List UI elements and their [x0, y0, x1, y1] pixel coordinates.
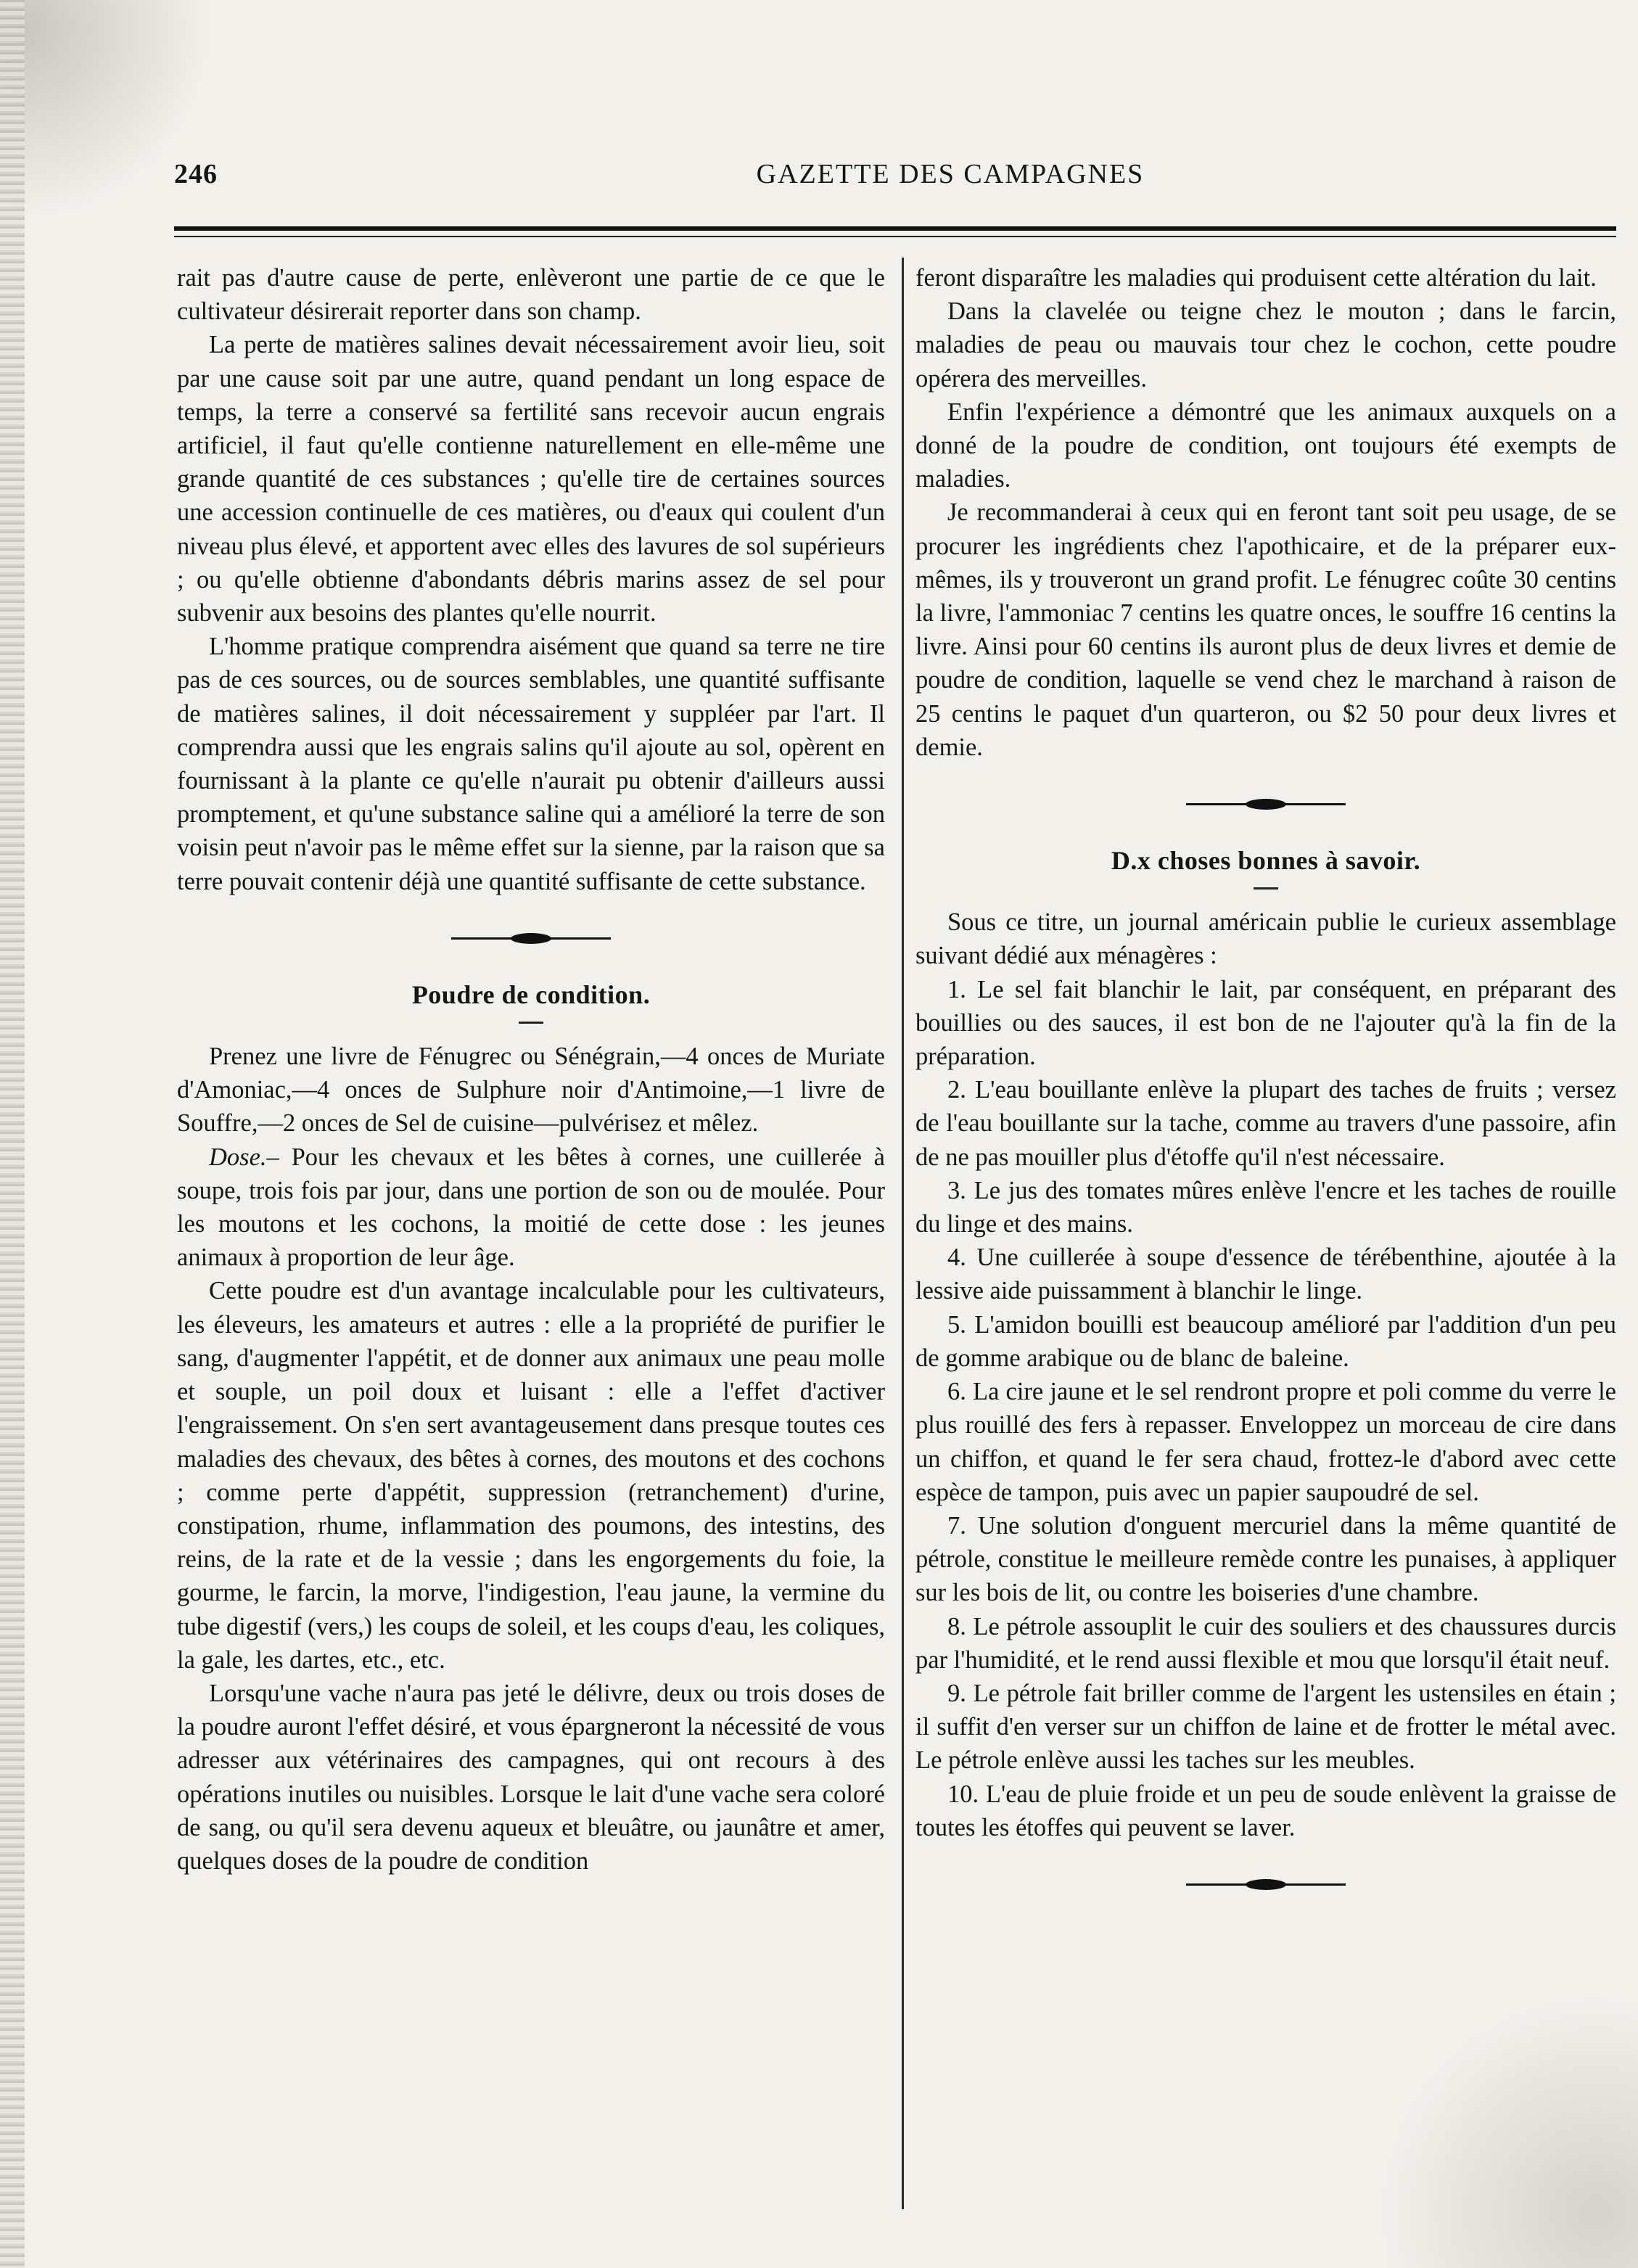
header-rule-thick — [174, 226, 1616, 231]
column-divider — [902, 258, 904, 2209]
right-paragraph-3: Enfin l'expérience a démontré que les animaux auxquels on a donné de la poudre de condition, ont toujours été exempts de maladies. — [915, 398, 1616, 493]
list-item: 5. L'amidon bouilli est beaucoup amélioré par l'addition d'un peu de gomme arabique ou de blanc de baleine. — [915, 1310, 1616, 1372]
list-item: 7. Une solution d'onguent mercuriel dans la même quantité de pétrole, constitue le meilleure remède contre les punaises, à appliquer sur les bois de lit, ou contre les boiseries d'une chambre. — [915, 1511, 1616, 1607]
ornament-bead — [511, 933, 551, 944]
running-title: GAZETTE DES CAMPAGNES — [756, 159, 1145, 189]
left-paragraph-1: rait pas d'autre cause de perte, enlèveront une partie de ce que le cultivateur désirerait reporter dans son champ. — [177, 264, 885, 326]
list-item: 4. Une cuillerée à soupe d'essence de térébenthine, ajoutée à la lessive aide puissamment à blanchir le linge. — [915, 1244, 1616, 1305]
left-paragraph-2: La perte de matières salines devait nécessairement avoir lieu, soit par une cause soit par une autre, quand pendant un long espace de temps, la terre a conservé sa fertilité sans recevoir aucun engrais artificiel, il faut qu'elle contienne naturellement en elle-même une grande quantité de ces substances ; qu'elle tire de certaines sources une accession continuelle de ces matières, ou d'eaux qui coulent d'un niveau plus élevé, et apportent avec elles des lavures de sol supérieurs ; ou qu'elle obtienne d'abondants débris marins assez de sel pour subvenir aux besoins des plantes qu'elle nourrit. — [177, 331, 885, 628]
title-dash — [1254, 887, 1278, 889]
scan-edge — [0, 0, 25, 2268]
list-item: 6. La cire jaune et le sel rendront propre et poli comme du verre le plus rouillé des fers à repasser. Enveloppez un morceau de cire dans un chiffon, et quand le fer sera chaud, frottez-le d'abord avec cette espèce de tampon, puis avec un papier saupoudré de sel. — [915, 1378, 1616, 1506]
page-number: 246 — [174, 159, 218, 189]
right-paragraph-1: feront disparaître les maladies qui produisent cette altération du lait. — [915, 264, 1597, 292]
right-paragraph-4: Je recommanderai à ceux qui en feront tant soit peu usage, de se procurer les ingrédients chez l'apothicaire, et de la préparer eux-mêmes, ils y trouveront un grand profit. Le fénugrec coûte 30 centins la livre, l'ammoniac 7 centins les quatre onces, le souffre 16 centins la livre. Ainsi pour 60 centins ils auront plus de deux livres et demie de poudre de condition, laquelle se vend chez le marchand à raison de 25 centins le paquet d'un quarteron, ou $2 50 pour deux livres et demie. — [915, 498, 1616, 761]
section-ornament — [177, 898, 885, 978]
section-title-poudre: Poudre de condition. — [411, 979, 651, 1009]
right-paragraph-2: Dans la clavelée ou teigne chez le mouton ; dans le farcin, maladies de peau ou mauvais tour chez le cochon, cette poudre opérera des merveilles. — [915, 297, 1616, 393]
dose-paragraph — [177, 1141, 885, 1275]
ornament-bead — [1246, 799, 1286, 810]
ornament-bead — [1246, 1879, 1286, 1890]
page-header — [174, 158, 1618, 202]
section-ornament — [915, 764, 1616, 844]
left-column — [177, 261, 885, 1878]
list-item: 1. Le sel fait blanchir le lait, par conséquent, en préparant des bouillies ou des sauces, il est bon de ne l'ajouter qu'à la fin de la préparation. — [915, 975, 1616, 1071]
dose-label: Dose. — [209, 1143, 267, 1171]
list-item: 3. Le jus des tomates mûres enlève l'encre et les taches de rouille du linge et des mains. — [915, 1176, 1616, 1238]
list-item: 10. L'eau de pluie froide et un peu de soude enlèvent la graisse de toutes les étoffes qui peuvent se laver. — [915, 1780, 1616, 1841]
benefits-paragraph: Cette poudre est d'un avantage incalculable pour les cultivateurs, les éleveurs, les amateurs et autres : elle a la propriété de purifier le sang, d'augmenter l'appétit, et de donner aux animaux une peau molle et souple, un poil doux et luisant : elle a l'effet d'activer l'engraissement. On s'en sert avantageusement dans presque toutes ces maladies des chevaux, des bêtes à cornes, des moutons et des cochons ; comme perte d'appétit, suppression (retranchement) d'urine, constipation, rhume, inflammation des poumons, des intestins, des reins, de la rate et de la vessie ; dans les engorgements du foie, la gourme, le farcin, la morve, l'indigestion, l'eau jaune, la vermine du tube digestif (vers,) les coups de soleil, et les coups d'eau, les coliques, la gale, les dartes, etc., etc. — [177, 1277, 885, 1674]
dose-text: – Pour les chevaux et les bêtes à cornes, une cuillerée à soupe, trois fois par jour, dans une portion de son ou de moulée. Pour les moutons et les cochons, la moitié de cette dose : les jeunes animaux à proportion de leur âge. — [177, 1143, 885, 1272]
recipe-paragraph: Prenez une livre de Fénugrec ou Sénégrain,—4 onces de Muriate d'Amoniac,—4 onces de Sulphure noir d'Antimoine,—1 livre de Souffre,—2 onces de Sel de cuisine—pulvérisez et mêlez. — [177, 1043, 885, 1138]
intro-paragraph: Sous ce titre, un journal américain publie le curieux assemblage suivant dédié aux ménagères : — [915, 908, 1616, 970]
right-column — [915, 261, 1616, 1917]
section-title-dix-choses: D.x choses bonnes à savoir. — [1111, 846, 1421, 876]
list-item: 8. Le pétrole assouplit le cuir des souliers et des chaussures durcis par l'humidité, et le rend aussi flexible et mou que lorsqu'il était neuf. — [915, 1612, 1616, 1674]
header-rule-thin — [174, 236, 1616, 237]
title-dash — [519, 1022, 543, 1024]
list-item: 9. Le pétrole fait briller comme de l'argent les ustensiles en étain ; il suffit d'en verser sur un chiffon de laine et de frotter le métal avec. Le pétrole enlève aussi les taches sur les meubles. — [915, 1679, 1616, 1775]
left-paragraph-3: L'homme pratique comprendra aisément que quand sa terre ne tire pas de ces sources, ou de sources semblables, une quantité suffisante de matières salines, il doit nécessairement y suppléer par l'art. Il comprendra aussi que les engrais salins qu'il ajoute au sol, opèrent en fournissant à la plante ce qu'elle n'aurait pu obtenir d'ailleurs aussi promptement, et qu'une substance saline qui a amélioré la terre de son voisin peut n'avoir pas le même effet sur la sienne, par la raison que sa terre pouvait contenir déjà une quantité suffisante de cette substance. — [177, 633, 885, 895]
cow-paragraph: Lorsqu'une vache n'aura pas jeté le délivre, deux ou trois doses de la poudre auront l'effet désiré, et vous épargneront la nécessité de vous adresser aux vétérinaires des campagnes, qui ont recours à des opérations inutiles ou nuisibles. Lorsque le lait d'une vache sera coloré de sang, ou qu'il sera devenu aqueux et bleuâtre, ou jaunâtre et amer, quelques doses de la poudre de condition — [177, 1679, 885, 1875]
end-ornament — [915, 1844, 1616, 1917]
list-item: 2. L'eau bouillante enlève la plupart des taches de fruits ; versez de l'eau bouillante sur la tache, comme au travers d'une passoire, afin de ne pas mouiller plus d'étoffe qu'il n'est nécessaire. — [915, 1076, 1616, 1171]
